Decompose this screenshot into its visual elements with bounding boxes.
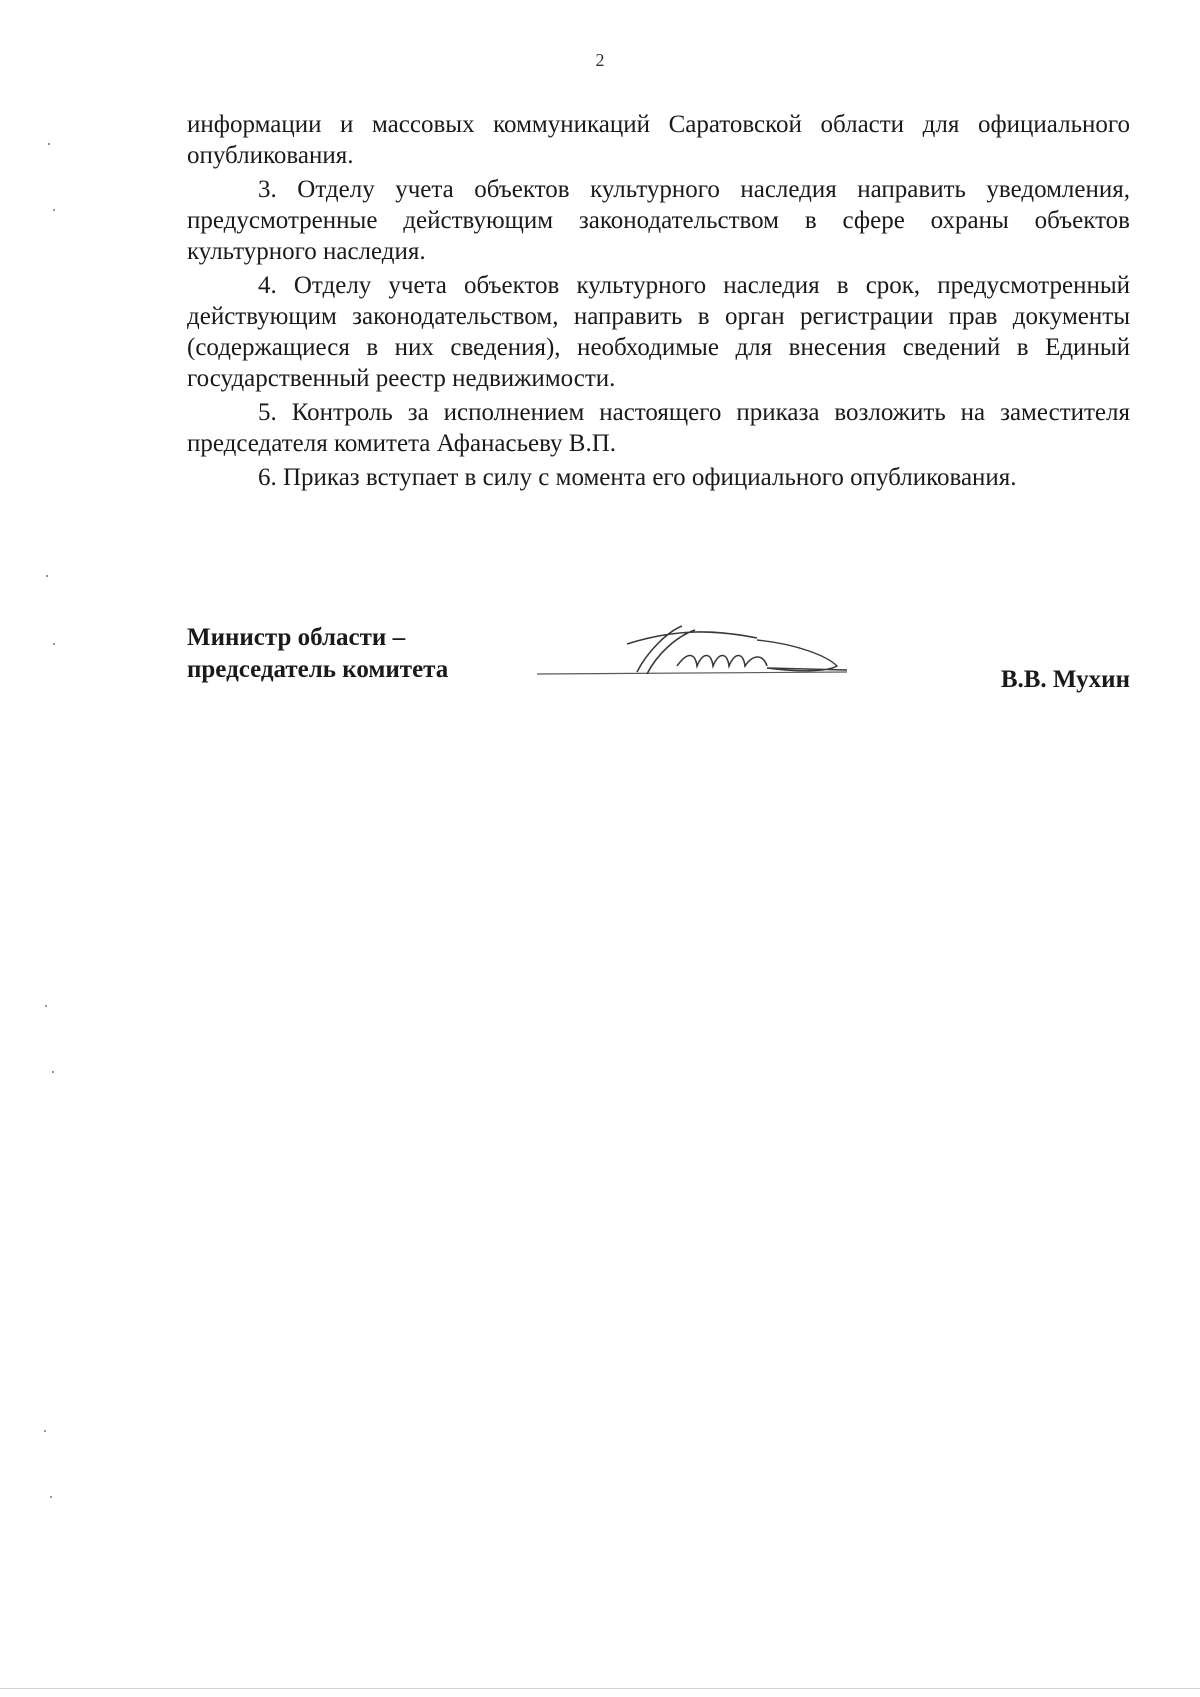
scan-dot (50, 1496, 52, 1498)
signature-block (187, 622, 1130, 712)
paragraph-item-4: 4. Отделу учета объектов культурного наследия в срок, предусмотренный действующим законодательством, направить в орган регистрации прав документы (содержащиеся в них сведения), необходимые для внесения сведений в Единый государственный реестр недвижимости. (187, 272, 1130, 392)
scan-dot (52, 1071, 54, 1073)
signatory-title-line-2: председатель комитета (187, 656, 449, 683)
signatory-name: В.В. Мухин (1000, 666, 1130, 693)
scan-dot (46, 575, 48, 577)
signatory-title-line-1: Министр области – (187, 624, 406, 651)
scan-dot (44, 1430, 46, 1432)
signatory-title (187, 622, 448, 686)
paragraph-item-3: 3. Отделу учета объектов культурного наследия направить уведомления, предусмотренные действующим законодательством в сфере охраны объектов культурного наследия. (187, 176, 1130, 265)
page-number: 2 (595, 50, 605, 70)
scan-dot (53, 643, 55, 645)
scan-dot (45, 1005, 47, 1007)
scan-edge-line (0, 1688, 1200, 1689)
paragraph-item-5: 5. Контроль за исполнением настоящего приказа возложить на заместителя председателя комитета Афанасьеву В.П. (187, 399, 1130, 457)
handwritten-signature (527, 622, 867, 692)
document-body (187, 109, 1130, 496)
scan-dot (48, 143, 50, 145)
paragraph-continuation: информации и массовых коммуникаций Саратовской области для официального опубликования. (187, 111, 1130, 169)
scan-dot (53, 209, 55, 211)
paragraph-item-6: 6. Приказ вступает в силу с момента его официального опубликования. (258, 464, 1017, 491)
